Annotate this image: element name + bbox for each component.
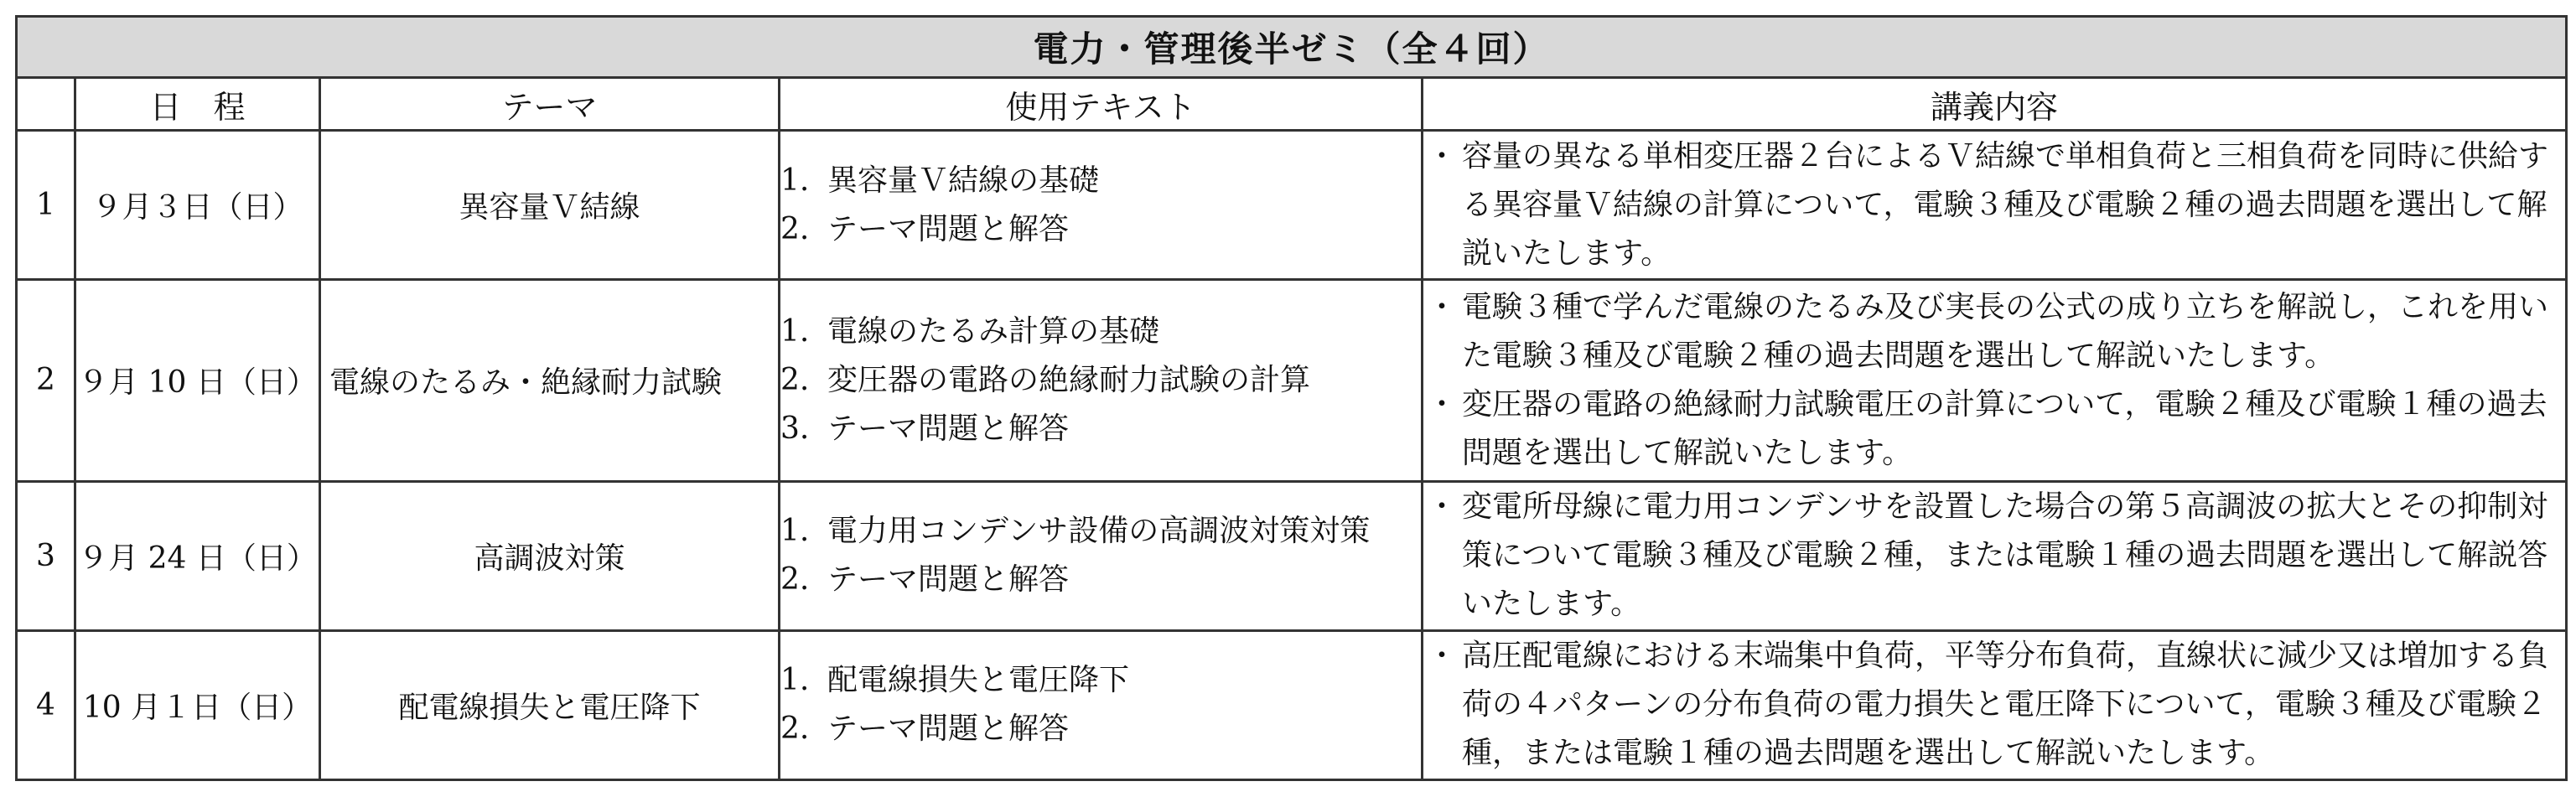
- row-texts: [780, 630, 1423, 779]
- row-content: [1423, 131, 2567, 280]
- row-texts: [780, 280, 1423, 481]
- text-item: 1. 電線のたるみ計算の基礎: [780, 313, 1160, 349]
- row-texts: [780, 131, 1423, 280]
- row-theme: 配電線損失と電圧降下: [320, 630, 780, 779]
- text-item: 3. テーマ問題と解答: [780, 411, 1070, 446]
- content-item: ・ 容量の異なる単相変圧器２台によるＶ結線で単相負荷と三相負荷を同時に供給する異容量Ｖ結線の計算について，電験３種及び電験２種の過去問題を選出して解説いたします。: [1423, 132, 2565, 278]
- text-item: 2. 変圧器の電路の絶縁耐力試験の計算: [780, 362, 1311, 397]
- bullet-icon: ・: [1427, 489, 1458, 525]
- text-item: 2. テーマ問題と解答: [780, 211, 1070, 246]
- table-row: [17, 630, 2567, 779]
- content-item: ・ 電験３種で学んだ電線のたるみ及び実長の公式の成り立ちを解説し，これを用いた電験３種及び電験２種の過去問題を選出して解説いたします。: [1423, 283, 2565, 380]
- text-item: 1. 異容量Ｖ結線の基礎: [780, 163, 1100, 198]
- header-number: [17, 78, 75, 131]
- content-item: ・ 高圧配電線における末端集中負荷，平等分布負荷，直線状に減少又は増加する負荷の４パターンの分布負荷の電力損失と電圧降下について，電験３種及び電験２種，または電験１種の過去問題を選出して解説いたします。: [1423, 632, 2565, 778]
- bullet-icon: ・: [1427, 138, 1458, 173]
- row-content: [1423, 630, 2567, 779]
- row-date: ９月 24 日（日）: [75, 481, 320, 630]
- row-date: ９月３日（日）: [75, 131, 320, 280]
- content-item: ・ 変電所母線に電力用コンデンサを設置した場合の第５高調波の拡大とその抑制対策について電験３種及び電験２種，または電験１種の過去問題を選出して解説答いたします。: [1423, 483, 2565, 629]
- row-content: [1423, 481, 2567, 630]
- header-row: [17, 78, 2567, 131]
- text-item: 1. 電力用コンデンサ設備の高調波対策対策: [780, 514, 1371, 549]
- row-texts: [780, 481, 1423, 630]
- row-theme: 異容量Ｖ結線: [320, 131, 780, 280]
- header-date: 日 程: [75, 78, 320, 131]
- row-theme: 高調波対策: [320, 481, 780, 630]
- text-item: 2. テーマ問題と解答: [780, 712, 1070, 747]
- table-title: 電力・管理後半ゼミ（全４回）: [17, 17, 2567, 78]
- table-row: [17, 280, 2567, 481]
- row-number: 2: [17, 280, 75, 481]
- content-item: ・ 変圧器の電路の絶縁耐力試験電圧の計算について，電験２種及び電験１種の過去問題を選出して解説いたします。: [1423, 380, 2565, 478]
- row-content: [1423, 280, 2567, 481]
- bullet-icon: ・: [1427, 639, 1458, 674]
- bullet-icon: ・: [1427, 289, 1458, 324]
- header-theme: テーマ: [320, 78, 780, 131]
- row-date: 10 月１日（日）: [75, 630, 320, 779]
- header-text: 使用テキスト: [780, 78, 1423, 131]
- text-item: 2. テーマ問題と解答: [780, 562, 1070, 598]
- title-row: [17, 17, 2567, 78]
- table-row: [17, 131, 2567, 280]
- seminar-schedule-table: [15, 15, 2568, 781]
- row-number: 1: [17, 131, 75, 280]
- row-number: 4: [17, 630, 75, 779]
- row-theme: 電線のたるみ・絶縁耐力試験: [320, 280, 780, 481]
- row-number: 3: [17, 481, 75, 630]
- text-item: 1. 配電線損失と電圧降下: [780, 663, 1130, 698]
- row-date: ９月 10 日（日）: [75, 280, 320, 481]
- header-content: 講義内容: [1423, 78, 2567, 131]
- bullet-icon: ・: [1427, 386, 1458, 422]
- table-row: [17, 481, 2567, 630]
